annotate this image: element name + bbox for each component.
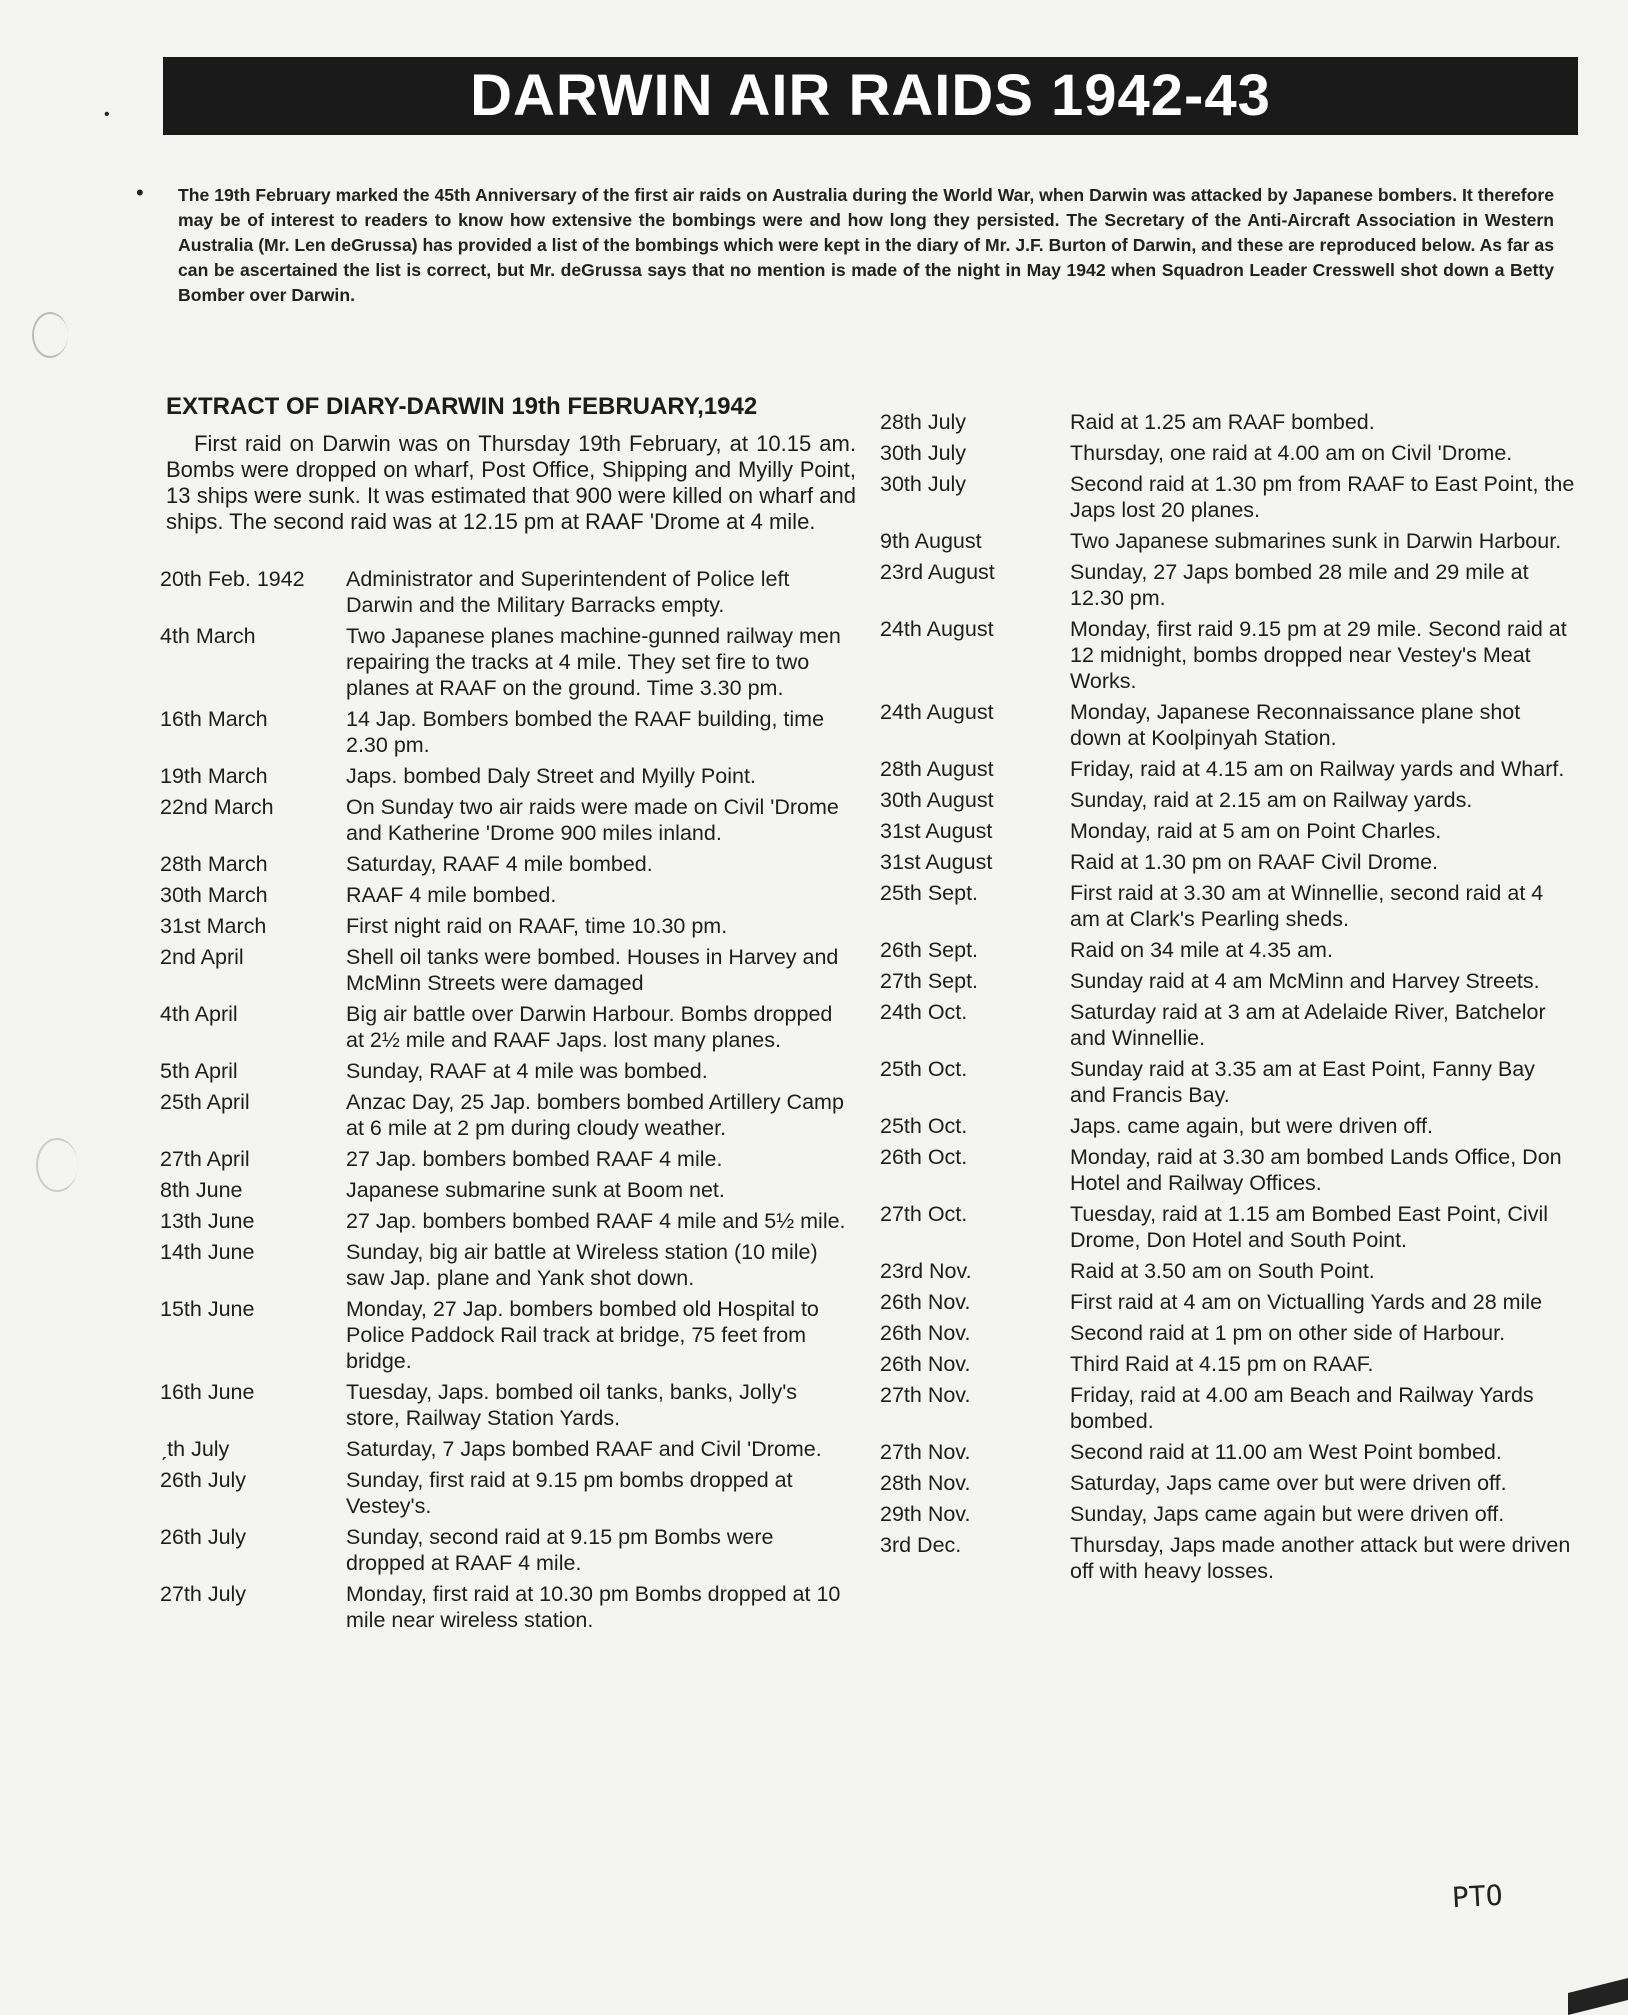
entry-date: 22nd March	[160, 795, 274, 819]
entry-date: 25th Oct.	[880, 1114, 968, 1138]
diary-entry	[160, 1239, 860, 1291]
entry-date: 28th March	[160, 852, 268, 876]
page-corner-shadow	[1568, 1978, 1628, 2015]
entry-date: 27th Nov.	[880, 1440, 971, 1464]
entry-date: 8th June	[160, 1178, 243, 1202]
title-banner	[163, 57, 1578, 135]
entry-description: Sunday, first raid at 9.15 pm bombs dropped at Vestey's.	[346, 1468, 793, 1518]
diary-entry	[160, 1436, 860, 1462]
diary-entry	[880, 471, 1580, 523]
diary-entry	[160, 706, 860, 758]
entry-date: 26th Oct.	[880, 1145, 968, 1169]
diary-entry	[160, 1001, 860, 1053]
punch-hole	[32, 312, 68, 358]
entry-date: 24th Oct.	[880, 1000, 968, 1024]
diary-entry	[160, 1467, 860, 1519]
entry-date: 23rd August	[880, 560, 995, 584]
entry-description: Tuesday, raid at 1.15 am Bombed East Point, Civil Drome, Don Hotel and South Point.	[1070, 1202, 1549, 1252]
bullet-mark: •	[136, 180, 144, 205]
diary-entry	[160, 1177, 860, 1203]
entry-description: Second raid at 11.00 am West Point bombed.	[1070, 1440, 1502, 1464]
entry-date: 13th June	[160, 1209, 255, 1233]
diary-entry	[880, 880, 1580, 932]
entry-description: Sunday raid at 3.35 am at East Point, Fanny Bay and Francis Bay.	[1070, 1057, 1535, 1107]
entry-date: 25th Oct.	[880, 1057, 968, 1081]
diary-entry	[160, 944, 860, 996]
diary-entry	[880, 818, 1580, 844]
entry-description: Saturday, 7 Japs bombed RAAF and Civil 'Drome.	[346, 1437, 822, 1461]
page-title: DARWIN AIR RAIDS 1942-43	[470, 63, 1271, 128]
entry-description: Friday, raid at 4.00 am Beach and Railway Yards bombed.	[1070, 1383, 1534, 1433]
entry-date: 26th Nov.	[880, 1321, 971, 1345]
diary-entry	[160, 882, 860, 908]
entry-description: Friday, raid at 4.15 am on Railway yards and Wharf.	[1070, 757, 1565, 781]
stray-mark: •	[104, 106, 110, 123]
entry-date: 4th March	[160, 624, 256, 648]
diary-entry	[880, 968, 1580, 994]
diary-entry	[880, 1320, 1580, 1346]
entry-description: First night raid on RAAF, time 10.30 pm.	[346, 914, 728, 938]
diary-entry	[880, 1501, 1580, 1527]
entry-description: Second raid at 1 pm on other side of Harbour.	[1070, 1321, 1506, 1345]
entry-description: 27 Jap. bombers bombed RAAF 4 mile.	[346, 1147, 723, 1171]
diary-entry	[160, 1208, 860, 1234]
entry-description: Raid at 1.30 pm on RAAF Civil Drome.	[1070, 850, 1439, 874]
entry-date: 26th Sept.	[880, 938, 979, 962]
diary-entry	[880, 1144, 1580, 1196]
entry-date: 27th July	[160, 1582, 247, 1606]
entry-date: 28th Nov.	[880, 1471, 971, 1495]
entry-date: 28th August	[880, 757, 994, 781]
entry-description: Japanese submarine sunk at Boom net.	[346, 1178, 725, 1202]
entry-date: 25th April	[160, 1090, 250, 1114]
entry-date: 24th August	[880, 700, 994, 724]
entry-description: Sunday, raid at 2.15 am on Railway yards.	[1070, 788, 1473, 812]
entry-date: 5th April	[160, 1059, 238, 1083]
entry-date: 15th June	[160, 1297, 255, 1321]
entry-description: Saturday, Japs came over but were driven off.	[1070, 1471, 1507, 1495]
diary-entry	[160, 566, 860, 618]
entry-date: 16th March	[160, 707, 268, 731]
entry-date: 24th August	[880, 617, 994, 641]
entry-date: 28th July	[880, 410, 967, 434]
diary-entry	[880, 1201, 1580, 1253]
entry-description: Sunday, 27 Japs bombed 28 mile and 29 mile at 12.30 pm.	[1070, 560, 1529, 610]
entry-description: Sunday raid at 4 am McMinn and Harvey Streets.	[1070, 969, 1540, 993]
entry-description: Monday, first raid 9.15 pm at 29 mile. Second raid at 12 midnight, bombs dropped near Vestey's Meat Works.	[1070, 617, 1567, 693]
entry-description: Saturday raid at 3 am at Adelaide River, Batchelor and Winnellie.	[1070, 1000, 1546, 1050]
diary-entry	[880, 1056, 1580, 1108]
diary-entry	[160, 1379, 860, 1431]
diary-entry	[880, 559, 1580, 611]
entry-description: Shell oil tanks were bombed. Houses in Harvey and McMinn Streets were damaged	[346, 945, 839, 995]
entry-description: Raid at 3.50 am on South Point.	[1070, 1259, 1375, 1283]
entry-description: Raid on 34 mile at 4.35 am.	[1070, 938, 1333, 962]
entry-description: Tuesday, Japs. bombed oil tanks, banks, Jolly's store, Railway Station Yards.	[346, 1380, 798, 1430]
diary-entry	[880, 999, 1580, 1051]
entry-date: 14th June	[160, 1240, 255, 1264]
entry-date: 27th Nov.	[880, 1383, 971, 1407]
diary-entry	[880, 440, 1580, 466]
diary-entry	[880, 1113, 1580, 1139]
diary-entry	[160, 763, 860, 789]
diary-entry	[880, 787, 1580, 813]
entry-description: Second raid at 1.30 pm from RAAF to East Point, the Japs lost 20 planes.	[1070, 472, 1575, 522]
entry-date: 4th April	[160, 1002, 238, 1026]
entry-description: Two Japanese submarines sunk in Darwin Harbour.	[1070, 529, 1562, 553]
entry-date: 31st August	[880, 850, 993, 874]
entry-date: 27th Oct.	[880, 1202, 968, 1226]
diary-entry	[160, 851, 860, 877]
entry-description: Monday, raid at 5 am on Point Charles.	[1070, 819, 1442, 843]
entry-date: 26th July	[160, 1525, 247, 1549]
diary-entry	[160, 913, 860, 939]
right-column	[880, 409, 1580, 1589]
entry-date: 29th Nov.	[880, 1502, 971, 1526]
entry-description: Thursday, Japs made another attack but were driven off with heavy losses.	[1070, 1533, 1571, 1583]
entry-date: 27th April	[160, 1147, 250, 1171]
entry-description: 14 Jap. Bombers bombed the RAAF building, time 2.30 pm.	[346, 707, 825, 757]
entry-description: Sunday, big air battle at Wireless station (10 mile) saw Jap. plane and Yank shot down.	[346, 1240, 818, 1290]
entry-date: 25th Sept.	[880, 881, 979, 905]
left-column	[160, 566, 860, 1638]
entry-description: Saturday, RAAF 4 mile bombed.	[346, 852, 653, 876]
entry-description: Thursday, one raid at 4.00 am on Civil 'Drome.	[1070, 441, 1513, 465]
entry-description: Raid at 1.25 am RAAF bombed.	[1070, 410, 1375, 434]
diary-entry	[880, 409, 1580, 435]
diary-entry	[160, 1296, 860, 1374]
diary-entry	[880, 1532, 1580, 1584]
extract-title: EXTRACT OF DIARY-DARWIN 19th FEBRUARY,1942	[166, 393, 758, 420]
entry-description: RAAF 4 mile bombed.	[346, 883, 557, 907]
entry-description: Japs. came again, but were driven off.	[1070, 1114, 1433, 1138]
diary-entry	[880, 849, 1580, 875]
entry-date: 30th July	[880, 441, 967, 465]
entry-date: 30th July	[880, 472, 967, 496]
entry-date: 26th Nov.	[880, 1352, 971, 1376]
entry-date: 3rd Dec.	[880, 1533, 962, 1557]
entry-date: 30th March	[160, 883, 268, 907]
entry-description: Monday, 27 Jap. bombers bombed old Hospital to Police Paddock Rail track at bridge, 75 feet from bridge.	[346, 1297, 819, 1373]
diary-entry	[160, 1089, 860, 1141]
first-raid-paragraph: First raid on Darwin was on Thursday 19th February, at 10.15 am. Bombs were dropped on wharf, Post Office, Shipping and Myilly Point, 13 ships were sunk. It was estimated that 900 were killed on wharf and ships. The second raid was at 12.15 pm at RAAF 'Drome at 4 mile.	[166, 431, 856, 534]
entry-date: 31st March	[160, 914, 267, 938]
entry-date: 31st August	[880, 819, 993, 843]
punch-hole	[36, 1138, 78, 1192]
entry-description: Sunday, second raid at 9.15 pm Bombs were dropped at RAAF 4 mile.	[346, 1525, 774, 1575]
diary-entry	[880, 1289, 1580, 1315]
entry-description: Japs. bombed Daly Street and Myilly Point.	[346, 764, 756, 788]
entry-date: ˏth July	[160, 1437, 230, 1461]
entry-date: 20th Feb. 1942	[160, 567, 305, 591]
intro-paragraph: The 19th February marked the 45th Anniversary of the first air raids on Australia during the World War, when Darwin was attacked by Japanese bombers. It therefore may be of interest to readers to know how extensive the bombings were and how long they persisted. The Secretary of the Anti-Aircraft Association in Western Australia (Mr. Len deGrussa) has provided a list of the bombings which were kept in the diary of Mr. J.F. Burton of Darwin, and these are reproduced below. As far as can be ascertained the list is correct, but Mr. deGrussa says that no mention is made of the night in May 1942 when Squadron Leader Cresswell shot down a Betty Bomber over Darwin.	[178, 185, 1554, 305]
diary-entry	[880, 1470, 1580, 1496]
entry-date: 9th August	[880, 529, 982, 553]
diary-entry	[160, 1146, 860, 1172]
diary-entry	[880, 937, 1580, 963]
diary-entry	[880, 1258, 1580, 1284]
diary-entry	[160, 623, 860, 701]
entry-date: 2nd April	[160, 945, 244, 969]
diary-entry	[160, 1581, 860, 1633]
entry-date: 23rd Nov.	[880, 1259, 972, 1283]
entry-description: 27 Jap. bombers bombed RAAF 4 mile and 5½ mile.	[346, 1209, 846, 1233]
diary-entry	[160, 794, 860, 846]
diary-entry	[880, 1382, 1580, 1434]
diary-entry	[880, 616, 1580, 694]
entry-date: 27th Sept.	[880, 969, 979, 993]
diary-entry	[160, 1058, 860, 1084]
entry-description: Third Raid at 4.15 pm on RAAF.	[1070, 1352, 1374, 1376]
entry-description: Monday, Japanese Reconnaissance plane shot down at Koolpinyah Station.	[1070, 700, 1521, 750]
entry-date: 16th June	[160, 1380, 255, 1404]
entry-description: Monday, first raid at 10.30 pm Bombs dropped at 10 mile near wireless station.	[346, 1582, 841, 1632]
entry-description: Big air battle over Darwin Harbour. Bombs dropped at 2½ mile and RAAF Japs. lost many planes.	[346, 1002, 833, 1052]
entry-date: 19th March	[160, 764, 268, 788]
entry-description: Two Japanese planes machine-gunned railway men repairing the tracks at 4 mile. They set fire to two planes at RAAF on the ground. Time 3.30 pm.	[346, 624, 841, 700]
entry-description: On Sunday two air raids were made on Civil 'Drome and Katherine 'Drome 900 miles inland.	[346, 795, 839, 845]
entry-description: Sunday, Japs came again but were driven off.	[1070, 1502, 1505, 1526]
entry-description: Administrator and Superintendent of Police left Darwin and the Military Barracks empty.	[346, 567, 790, 617]
entry-date: 26th July	[160, 1468, 247, 1492]
entry-description: Anzac Day, 25 Jap. bombers bombed Artillery Camp at 6 mile at 2 pm during cloudy weather.	[346, 1090, 844, 1140]
entry-description: First raid at 3.30 am at Winnellie, second raid at 4 am at Clark's Pearling sheds.	[1070, 881, 1544, 931]
entry-description: Sunday, RAAF at 4 mile was bombed.	[346, 1059, 708, 1083]
entry-date: 26th Nov.	[880, 1290, 971, 1314]
diary-entry	[880, 699, 1580, 751]
entry-description: Monday, raid at 3.30 am bombed Lands Office, Don Hotel and Railway Offices.	[1070, 1145, 1562, 1195]
diary-entry	[160, 1524, 860, 1576]
diary-entry	[880, 528, 1580, 554]
diary-entry	[880, 756, 1580, 782]
entry-description: First raid at 4 am on Victualling Yards and 28 mile	[1070, 1290, 1543, 1314]
diary-entry	[880, 1351, 1580, 1377]
diary-entry	[880, 1439, 1580, 1465]
entry-date: 30th August	[880, 788, 994, 812]
handwritten-note: PTO	[1451, 1878, 1504, 1915]
